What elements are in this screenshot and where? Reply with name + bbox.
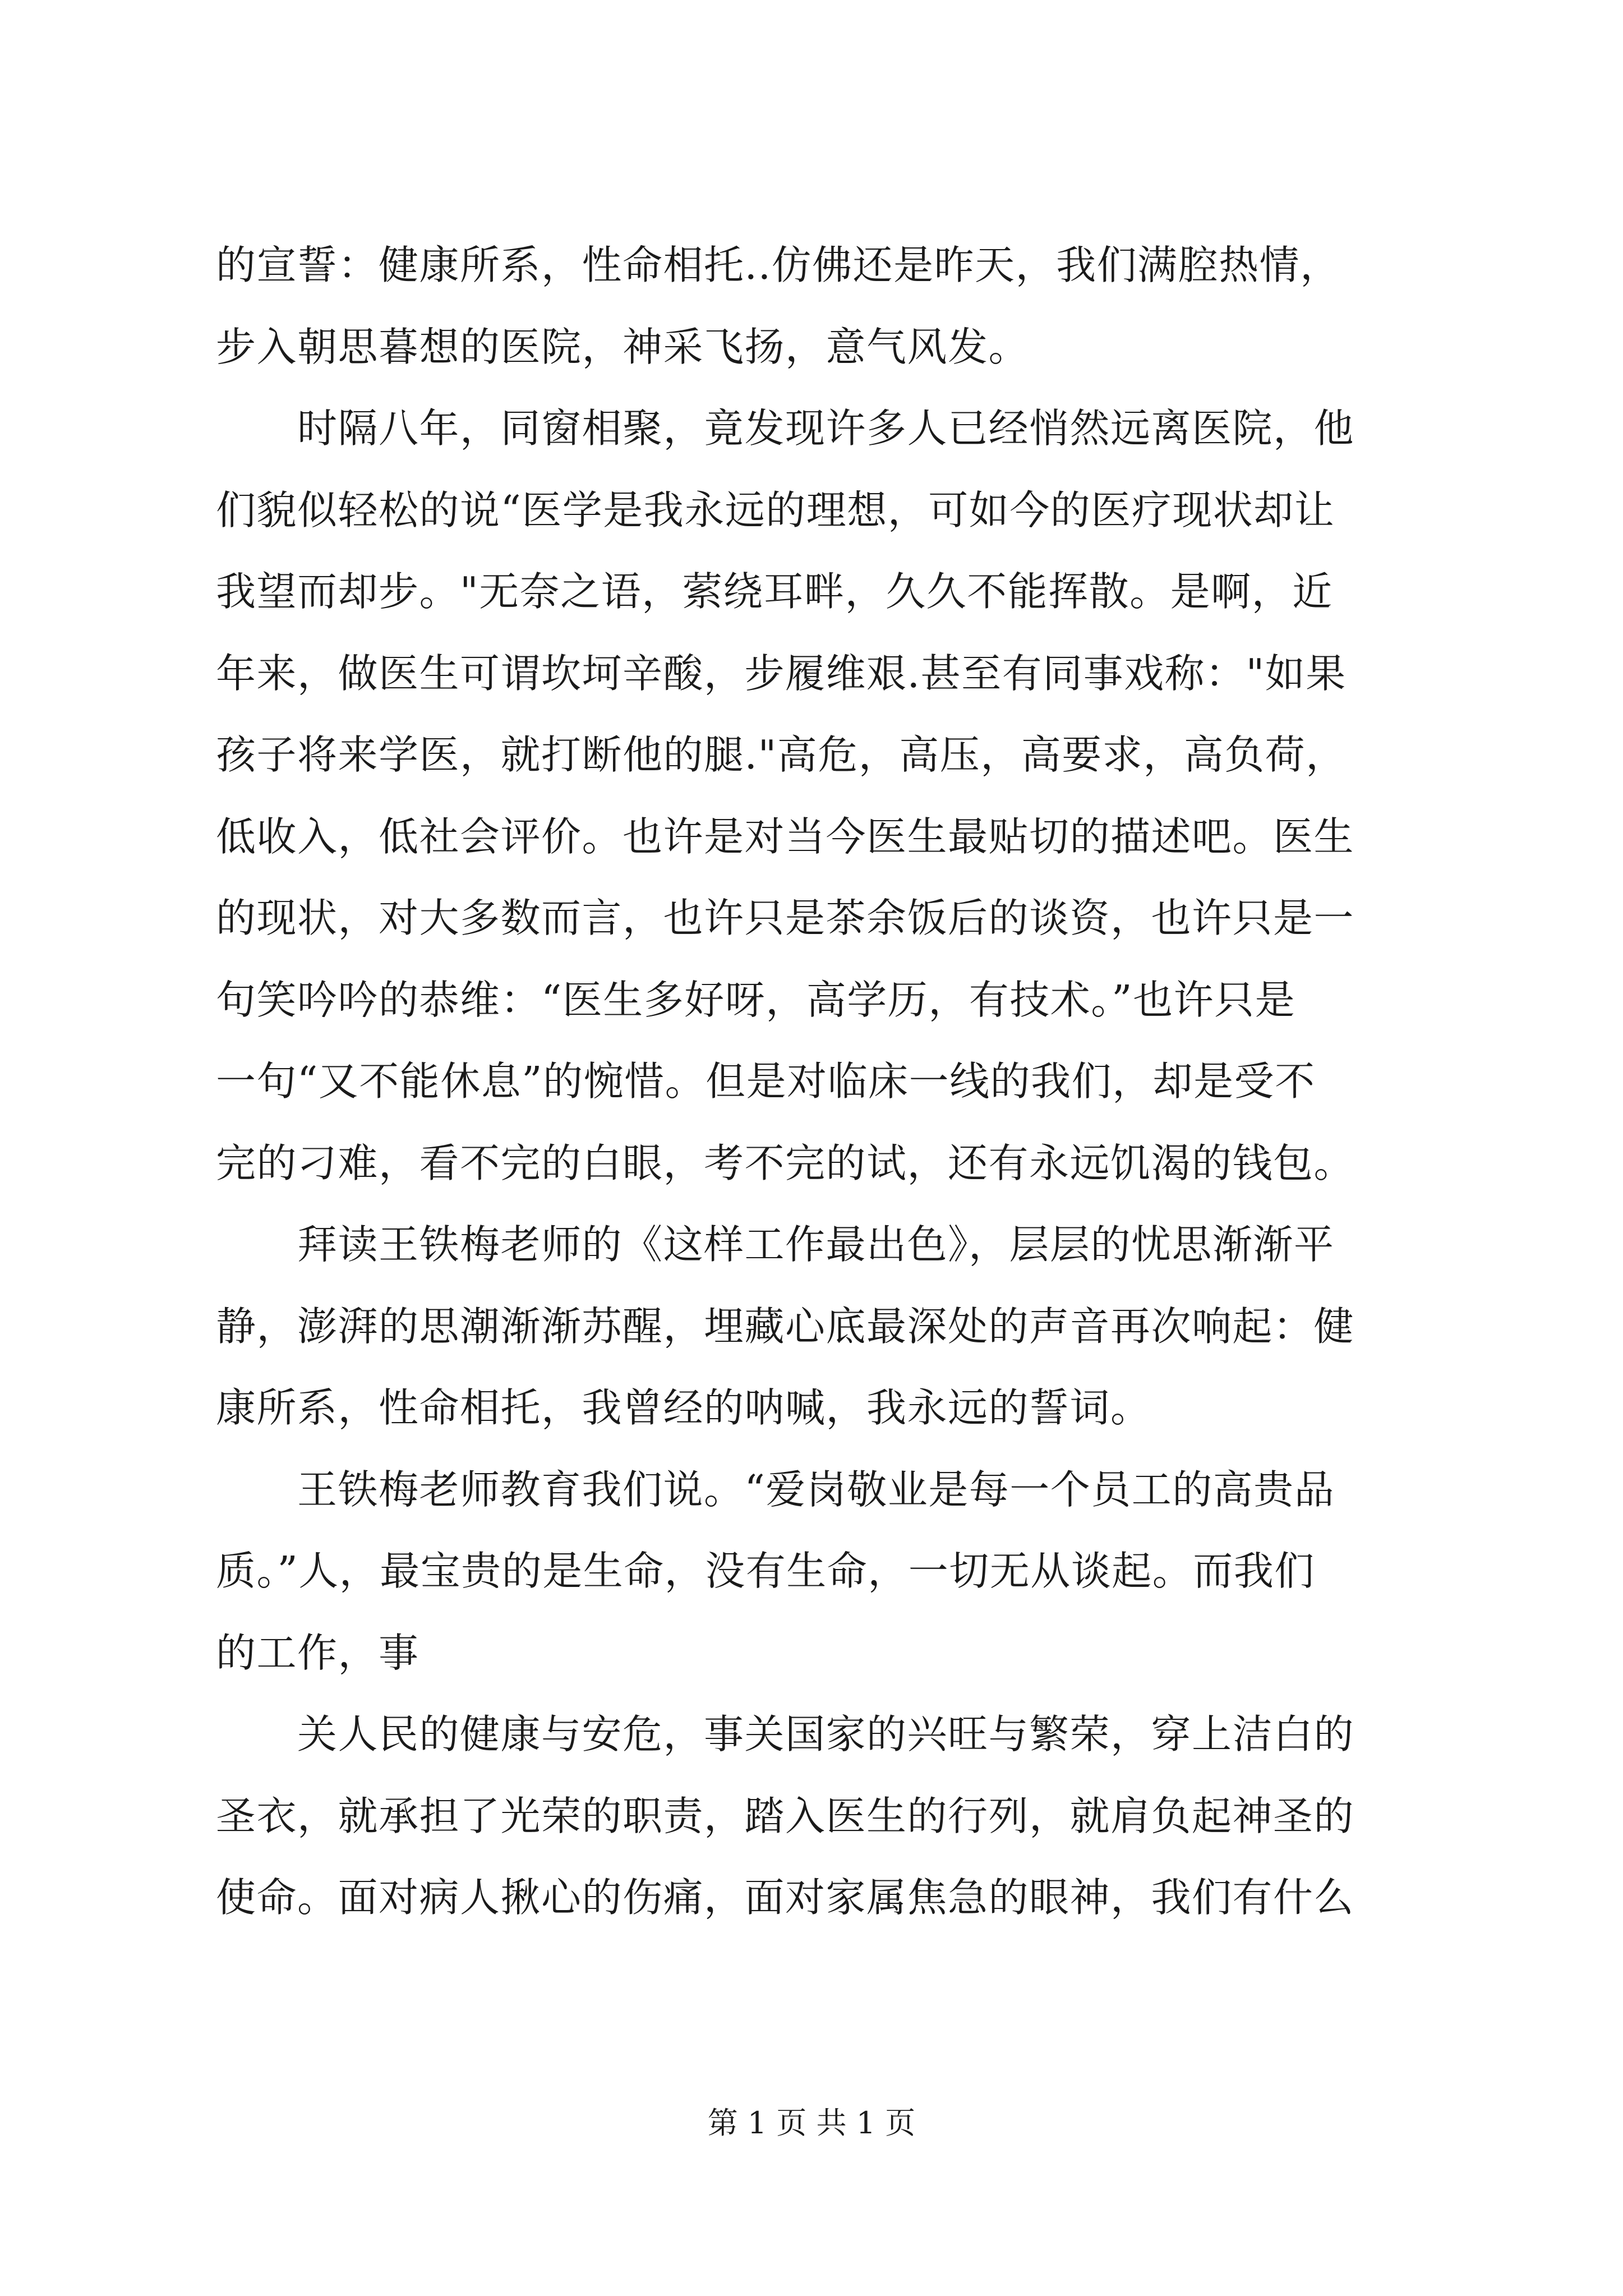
text-line: 孩子将来学医，就打断他的腿."高危，高压，高要求，高负荷， bbox=[216, 731, 1347, 778]
page-footer bbox=[0, 2099, 1623, 2142]
text-line: 拜读王铁梅老师的《这样工作最出色》，层层的忧思渐渐平 bbox=[216, 1221, 1335, 1268]
text-line: 年来，做医生可谓坎坷辛酸，步履维艰.甚至有同事戏称："如果 bbox=[216, 650, 1347, 697]
text-line: 的现状，对大多数而言，也许只是茶余饭后的谈资，也许只是一 bbox=[216, 895, 1355, 941]
text-line: 们貌似轻松的说“医学是我永远的理想，可如今的医疗现状却让 bbox=[216, 486, 1335, 533]
text-line: 低收入，低社会评价。也许是对当今医生最贴切的描述吧。医生 bbox=[216, 813, 1355, 860]
text-line: 完的刁难，看不完的白眼，考不完的试，还有永远饥渴的钱包。 bbox=[216, 1139, 1355, 1186]
document-body bbox=[216, 224, 1416, 1939]
text-line: 一句“又不能休息”的惋惜。但是对临床一线的我们，却是受不 bbox=[216, 1058, 1316, 1105]
text-line: 的宣誓：健康所系，性命相托..仿佛还是昨天，我们满腔热情， bbox=[216, 242, 1341, 288]
text-line: 时隔八年，同窗相聚，竟发现许多人已经悄然远离医院，他 bbox=[216, 405, 1355, 452]
text-line: 句笑吟吟的恭维：“医生多好呀，高学历，有技术。”也许只是 bbox=[216, 976, 1296, 1023]
text-line: 使命。面对病人揪心的伤痛，面对家属焦急的眼神，我们有什么 bbox=[216, 1874, 1355, 1921]
text-line: 关人民的健康与安危，事关国家的兴旺与繁荣，穿上洁白的 bbox=[216, 1711, 1355, 1757]
text-line: 康所系，性命相托，我曾经的呐喊，我永远的誓词。 bbox=[216, 1384, 1151, 1431]
text-line: 我望而却步。"无奈之语，萦绕耳畔，久久不能挥散。是啊，近 bbox=[216, 568, 1333, 615]
page-number-label: 第 1 页 共 1 页 bbox=[707, 2105, 916, 2141]
text-line: 王铁梅老师教育我们说。“爱岗敬业是每一个员工的高贵品 bbox=[216, 1466, 1335, 1513]
text-line: 质。”人，最宝贵的是生命，没有生命，一切无从谈起。而我们 bbox=[216, 1548, 1315, 1594]
text-line: 的工作，事 bbox=[216, 1629, 419, 1676]
text-line: 步入朝思暮想的医院，神采飞扬，意气风发。 bbox=[216, 323, 1030, 370]
text-line: 圣衣，就承担了光荣的职责，踏入医生的行列，就肩负起神圣的 bbox=[216, 1792, 1355, 1839]
text-line: 静，澎湃的思潮渐渐苏醒，埋藏心底最深处的声音再次响起：健 bbox=[216, 1303, 1355, 1350]
